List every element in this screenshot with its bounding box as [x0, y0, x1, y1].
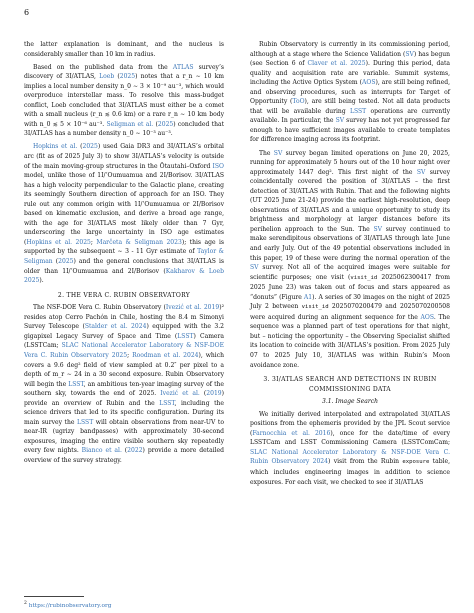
citation-link[interactable]: Roodman et al. 2024 [132, 351, 199, 359]
right-column [250, 40, 450, 491]
body-paragraph [24, 142, 224, 285]
text-run: ), which covers a 9.6 deg² field of view sampled at 0.2″ per pixel to a depth of m_r ∼ 24 in a 30 second exposure. Rubin Observatory will begin the [24, 351, 224, 388]
text-run: ( [77, 143, 83, 151]
citation-link[interactable]: SV [335, 117, 345, 125]
body-paragraph [24, 40, 224, 59]
text-run: ) has begun (see Section 6 of [250, 50, 450, 68]
citation-link[interactable]: Bianco et al. [81, 447, 122, 455]
citation-link[interactable]: 2025 [82, 143, 98, 151]
text-run: survey. Not all of the acquired images were suitable for scientific purposes; one visit ( [250, 264, 450, 281]
section-heading: 3. 3I/ATLAS SEARCH AND DETECTIONS IN RUBIN COMMISSIONING DATA [263, 376, 437, 393]
citation-link[interactable]: Seligman et al. [106, 120, 154, 128]
text-run: ), are still being refined, and observing procedures, such as interrupts for Target of Opportunity ( [250, 79, 451, 106]
text-run: 2025062300417 from 2025 June 23) was taken out of focus and stars appeared as “donuts” (Figure [250, 273, 450, 301]
body-paragraph [250, 149, 450, 371]
citation-link[interactable]: Farnocchia et al. 2016 [252, 429, 331, 437]
citation-link[interactable]: ATLAS [172, 63, 194, 71]
footnote-mark: 2 [24, 601, 27, 606]
text-run: ) notes that a r_n ∼ 10 km implies a local number density n_0 ∼ 3 × 10⁻⁹ au⁻³, which would overproduce interstellar mass. To resolve this mass-budget conflict, Loeb concluded that 3I/ATLAS must either be a comet with a small nucleus (r_n ≲ 0.6 km) or a rare r_n ∼ 10 km body with n_0 ≲ 5 × 10⁻⁶ au⁻³. [24, 73, 224, 128]
body-paragraph [250, 40, 450, 145]
text-run: ( [199, 390, 207, 398]
body-paragraph [24, 303, 224, 465]
citation-link[interactable]: SV [250, 264, 259, 272]
citation-link[interactable]: LSST [77, 418, 94, 426]
text-run: ( [153, 120, 158, 128]
code-text: visit_id [350, 274, 378, 281]
citation-link[interactable]: SLAC National Accelerator Laboratory & NSF-DOE Vera C. Rubin Observatory 2024 [250, 448, 450, 466]
body-paragraph [24, 63, 224, 139]
citation-link[interactable]: Marčeta & Seligman 2023 [96, 238, 182, 246]
citation-link[interactable]: AOS [420, 313, 434, 321]
text-run: The [259, 149, 274, 157]
text-run: Based on the published data from the [33, 63, 173, 71]
text-run: The NSF-DOE Vera C. Rubin Observatory ( [33, 304, 166, 312]
footnote-url[interactable]: https://rubinobservatory.org [28, 602, 112, 609]
citation-link[interactable]: SV [273, 149, 283, 157]
text-run: survey has not yet progressed far enough to have sufficient images available to create templates for difference imaging across its footprint. [250, 117, 450, 144]
citation-link[interactable]: 2025 [157, 120, 174, 128]
text-run: We initially derived interpolated and extrapolated 3I/ATLAS positions from the ephemeris provided by the JPL Scout service ( [250, 410, 450, 437]
text-run: ) used Gaia DR3 and 3I/ATLAS’s orbital arc (fit as of 2025 July 3) to show 3I/ATLAS’s velocity is outside of the main moving-group structures in the Ōtautahi–Oxford [24, 143, 224, 170]
text-run: Rubin Observatory is currently in its commissioning period, although at a stage where the Science Validation ( [250, 41, 450, 58]
text-run: ) Camera (LSSTCam; [24, 332, 224, 350]
text-run: model, unlike those of 1I/ʻOumuamua and 2I/Borisov. 3I/ATLAS has a high velocity perpendicular to the Galactic plane, creating its seemingly Southern direction of approach for an ISO. They rule out any common origin with 1I/ʻOumuamua or 2I/Borisov based on kinematic exclusion, and derive a broad age range, with the age for 3I/ATLAS most likely older than 7 Gyr, underscoring the large uncertainty in ISO age estimates ( [24, 172, 224, 246]
citation-link[interactable]: LSST [349, 107, 367, 115]
text-run: , including the science drivers that led to its specific configuration. During its main survey the [24, 399, 224, 426]
citation-link[interactable]: AOS [362, 79, 376, 87]
text-run: operations are currently available. In particular, the [250, 107, 450, 125]
text-run: . The sequence was a planned part of test operations for that night, but – noticing the opportunity – the Observing Specialist shifted its location to coincide with 3I/ATLAS’s position. From 2025 July 07 to 2025 July 10, 3I/ATLAS was within Rubin’s Moon avoidance zone. [250, 313, 450, 369]
text-run: ), once for the date/time of every LSSTCam and LSST Commissioning Camera (LSSTComCam; [250, 429, 450, 447]
citation-link[interactable]: Taylor & Seligman [24, 248, 225, 266]
code-text: visit_id [301, 304, 329, 311]
page-number: 6 [24, 8, 30, 17]
citation-link[interactable]: Claver et al. 2025 [307, 60, 366, 68]
text-run: 2025070200479 and 2025070200508 were acquired during an alignment sequence for the [250, 303, 451, 321]
subsection-heading: 3.1. Image Search [321, 398, 379, 406]
text-run: ) concluded that 3I/ATLAS has a number density n_0 ∼ 10⁻³ au⁻³. [24, 120, 225, 138]
text-run: ( [52, 258, 59, 266]
citation-link[interactable]: SV [405, 50, 414, 58]
citation-link[interactable]: Hopkins et al. [33, 143, 78, 151]
text-run: ) provide a more detailed overview of the survey strategy. [24, 447, 225, 464]
citation-link[interactable]: Hopkins et al. 2025 [26, 238, 91, 246]
citation-link[interactable]: Stalder et al. 2024 [84, 323, 147, 331]
text-run: ; [90, 238, 97, 246]
citation-link[interactable]: ISO [212, 162, 224, 170]
text-run: , an ambitious ten-year imaging survey of the southern sky, towards the end of 2025. [24, 380, 225, 398]
text-run: ( [114, 73, 120, 81]
citation-link[interactable]: Ivezić et al. [160, 390, 200, 398]
citation-link[interactable]: 2025 [119, 73, 136, 81]
text-run: table, which includes engineering images in addition to science exposures. For each visit, we checked to see if 3I/ATLAS [250, 458, 450, 486]
citation-link[interactable]: LSST [68, 380, 84, 388]
citation-link[interactable]: SV [373, 225, 382, 233]
text-run: )² resides atop Cerro Pachón in Chile, hosting the 8.4 m Simonyi Survey Telescope ( [24, 304, 225, 331]
text-run: ), are still being tested. Not all data products that will be available during [250, 98, 450, 115]
body-paragraph [250, 410, 450, 487]
text-run: survey began limited operations on June 20, 2025, running for approximately 5 hours out of the 10 hour night over approximately 1447 deg². This first night of the [250, 149, 450, 176]
text-run: ) visit from the Rubin [328, 458, 403, 466]
text-run: ). [39, 277, 44, 285]
citation-link[interactable]: 2022 [127, 447, 143, 455]
citation-link[interactable]: 2019 [206, 390, 222, 398]
text-run: survey continued to make serendipitous observations of 3I/ATLAS through late June and early July. Out of the 49 potential observations included in this paper, 19 of these were during the normal operation of the [250, 225, 450, 262]
citation-link[interactable]: Loeb [99, 73, 115, 81]
text-run: ). A series of 30 images on the night of 2025 July 2 between [250, 293, 450, 311]
citation-link[interactable]: ToO [292, 98, 305, 106]
text-run: ); this age is supported by the subsequent ∼ 3 - 11 Gyr estimate of [24, 238, 224, 256]
text-run: will obtain observations from near-UV to near-IR (ugrizy bandpasses) with approximately 30-second exposures, imaging the entire visible southern sky repeatedly every few nights. [24, 418, 224, 455]
code-text: exposure [402, 459, 430, 466]
citation-link[interactable]: LSST [177, 332, 194, 340]
text-run: survey’s discovery of 3I/ATLAS, [24, 63, 224, 81]
text-run: the latter explanation is dominant, and the nucleus is considerably smaller than 10 km in radius. [24, 41, 224, 58]
text-run: survey coincidentally covered the position of 3I/ATLAS – the first detection of 3I/ATLAS with Rubin. That and the following nights (UT 2025 June 21-24) provide the earliest high-resolution, deep observations of 3I/ATLAS and a unique opportunity to study its brightness and morphology at larger distances before its perihelion approach to the Sun. The [250, 168, 450, 233]
text-run: ; [127, 351, 133, 359]
text-run: ) equipped with the 3.2 gigapixel Legacy Survey of Space and Time ( [24, 323, 224, 340]
citation-link[interactable]: SV [416, 168, 426, 176]
left-column [24, 40, 224, 469]
citation-link[interactable]: Ivezić et al. 2019 [165, 304, 220, 312]
citation-link[interactable]: 2025 [58, 258, 74, 266]
text-run: ) provide an overview of Rubin and the [24, 390, 224, 407]
citation-link[interactable]: A1 [303, 293, 313, 301]
footnote-rule [24, 596, 84, 597]
text-run: ) and the general conclusions that 3I/ATLAS is older than 1I/ʻOumuamua and 2I/Borisov ( [24, 258, 225, 275]
citation-link[interactable]: LSST [159, 399, 175, 407]
footnote [24, 596, 224, 610]
citation-link[interactable]: SLAC National Accelerator Laboratory & NSF-DOE Vera C. Rubin Observatory 2025 [24, 342, 225, 359]
section-heading: 2. THE VERA C. RUBIN OBSERVATORY [57, 291, 191, 299]
citation-link[interactable]: Kakharov & Loeb 2025 [24, 267, 224, 285]
text-run: ). During this period, data quality and acquisition rate are variable. Summit systems, including the Active Optics System ( [250, 60, 450, 87]
text-run: ( [121, 447, 128, 455]
